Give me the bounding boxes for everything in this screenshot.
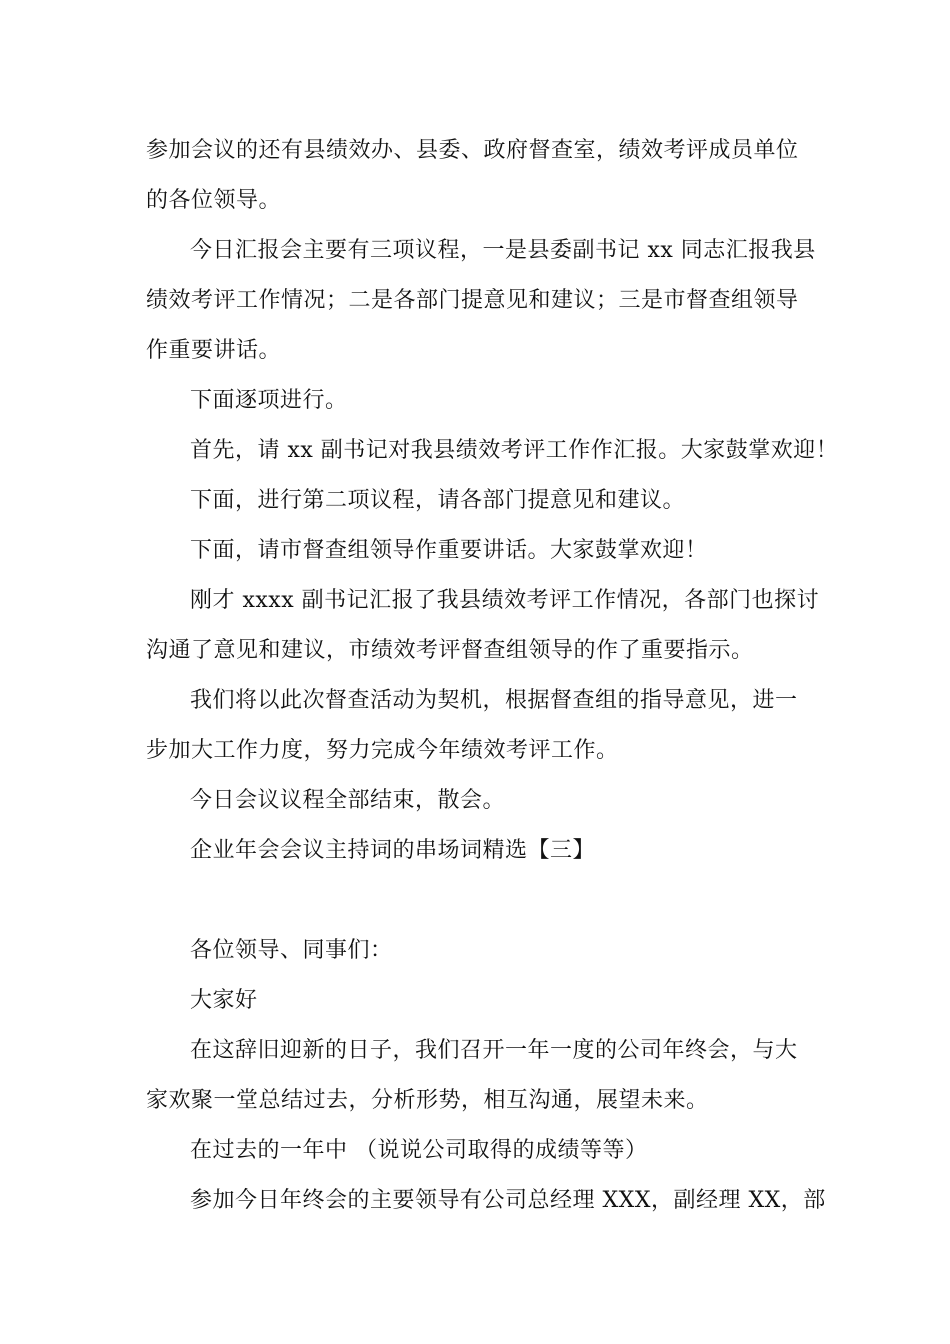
- paragraph-line: 下面，进行第二项议程，请各部门提意见和建议。: [190, 488, 686, 513]
- paragraph-line: 参加今日年终会的主要领导有公司总经理 XXX，副经理 XX，部: [190, 1188, 826, 1213]
- paragraph-line: 作重要讲话。: [146, 338, 282, 363]
- section-heading: 企业年会会议主持词的串场词精选【三】: [190, 838, 596, 863]
- paragraph-line: 今日汇报会主要有三项议程，一是县委副书记 xx 同志汇报我县: [190, 238, 816, 263]
- paragraph-line: 参加会议的还有县绩效办、县委、政府督查室，绩效考评成员单位: [146, 138, 799, 163]
- paragraph-line: 在过去的一年中 （说说公司取得的成绩等等）: [190, 1138, 648, 1163]
- paragraph-line: 家欢聚一堂总结过去，分析形势，相互沟通，展望未来。: [146, 1088, 709, 1113]
- paragraph-line: 在这辞旧迎新的日子，我们召开一年一度的公司年终会，与大: [190, 1038, 798, 1063]
- paragraph-line: 下面逐项进行。: [190, 388, 348, 413]
- paragraph-line: 步加大工作力度，努力完成今年绩效考评工作。: [146, 738, 619, 763]
- paragraph-line: 我们将以此次督查活动为契机，根据督查组的指导意见，进一: [190, 688, 798, 713]
- paragraph-line: 沟通了意见和建议，市绩效考评督查组领导的作了重要指示。: [146, 638, 754, 663]
- paragraph-line: 各位领导、同事们：: [190, 938, 393, 963]
- paragraph-line: 今日会议议程全部结束，散会。: [190, 788, 506, 813]
- paragraph-line: 下面，请市督查组领导作重要讲话。大家鼓掌欢迎！: [190, 538, 708, 563]
- paragraph-line: 大家好: [190, 988, 258, 1013]
- paragraph-line: 的各位领导。: [146, 188, 282, 213]
- paragraph-line: 刚才 xxxx 副书记汇报了我县绩效考评工作情况，各部门也探讨: [190, 588, 820, 613]
- paragraph-line: 首先，请 xx 副书记对我县绩效考评工作作汇报。大家鼓掌欢迎！: [190, 438, 839, 463]
- paragraph-line: 绩效考评工作情况；二是各部门提意见和建议；三是市督查组领导: [146, 288, 799, 313]
